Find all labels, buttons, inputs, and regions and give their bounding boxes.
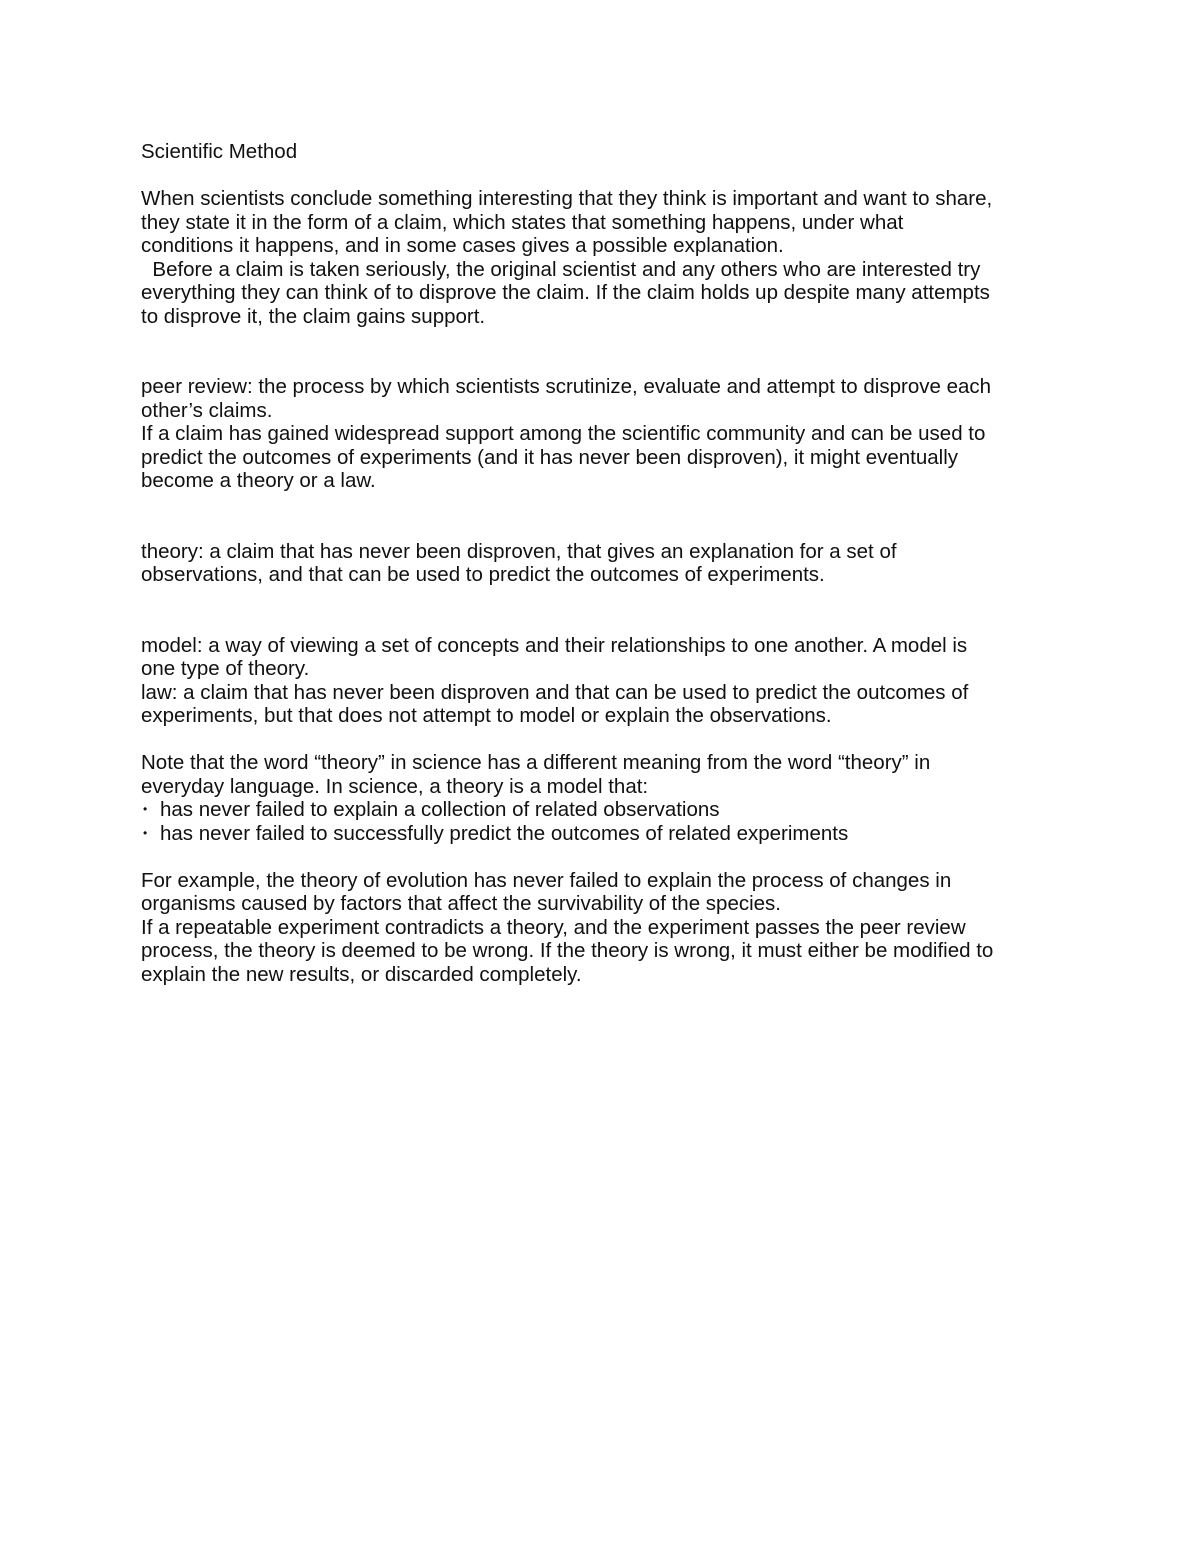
text-line: Before a claim is taken seriously, the original scientist and any others who are interested try [141, 257, 981, 281]
text-line: process, the theory is deemed to be wrong. If the theory is wrong, it must either be modified to [141, 939, 994, 962]
text-line: everything they can think of to disprove the claim. If the claim holds up despite many attempts [141, 281, 990, 304]
text-line: Note that the word “theory” in science has a different meaning from the word “theory” in [141, 751, 931, 774]
text-line: they state it in the form of a claim, which states that something happens, under what [141, 210, 904, 234]
peer-review-paragraph [141, 375, 1071, 493]
text-line: one type of theory. [141, 657, 310, 680]
note-paragraph [141, 751, 1071, 845]
text-line: peer review: the process by which scientists scrutinize, evaluate and attempt to disprove each [141, 375, 992, 398]
text-line: become a theory or a law. [141, 469, 376, 492]
text-line: For example, the theory of evolution has never failed to explain the process of changes in [141, 868, 952, 892]
spacer [141, 587, 1071, 634]
text-line: law: a claim that has never been disproven and that can be used to predict the outcomes of [141, 680, 969, 704]
model-law-definitions [141, 634, 1071, 728]
text-line: predict the outcomes of experiments (and it has never been disproven), it might eventually [141, 445, 959, 469]
text-line: conditions it happens, and in some cases gives a possible explanation. [141, 234, 784, 257]
list-item-text: has never failed to explain a collection of related observations [160, 798, 720, 821]
spacer [141, 493, 1071, 540]
text-line: If a repeatable experiment contradicts a theory, and the experiment passes the peer review [141, 915, 966, 939]
text-line: other’s claims. [141, 398, 273, 422]
intro-paragraph [141, 187, 1071, 328]
example-paragraph [141, 869, 1071, 987]
bullet-icon: • [143, 825, 148, 840]
spacer [141, 728, 1071, 752]
text-line: everyday language. In science, a theory is a model that: [141, 774, 649, 798]
text-line: to disprove it, the claim gains support. [141, 304, 486, 328]
text-line: If a claim has gained widespread support among the scientific community and can be used to [141, 422, 986, 445]
document-title: Scientific Method [141, 140, 298, 163]
spacer [141, 328, 1071, 375]
text-line: explain the new results, or discarded completely. [141, 962, 582, 986]
theory-definition [141, 540, 1071, 587]
text-line: observations, and that can be used to predict the outcomes of experiments. [141, 563, 825, 586]
text-line: organisms caused by factors that affect the survivability of the species. [141, 892, 781, 915]
text-line: When scientists conclude something interesting that they think is important and want to share, [141, 187, 993, 210]
bullet-icon: • [143, 802, 148, 816]
text-line: experiments, but that does not attempt to model or explain the observations. [141, 704, 832, 727]
spacer [141, 845, 1071, 869]
list-item [141, 822, 1071, 846]
spacer [141, 164, 1071, 188]
document-page [141, 140, 1071, 986]
list-item [141, 798, 1071, 822]
text-line: theory: a claim that has never been disproven, that gives an explanation for a set of [141, 539, 897, 563]
bullet-list [141, 798, 1071, 845]
list-item-text: has never failed to successfully predict the outcomes of related experiments [160, 821, 849, 845]
text-line: model: a way of viewing a set of concepts and their relationships to one another. A model is [141, 633, 968, 657]
